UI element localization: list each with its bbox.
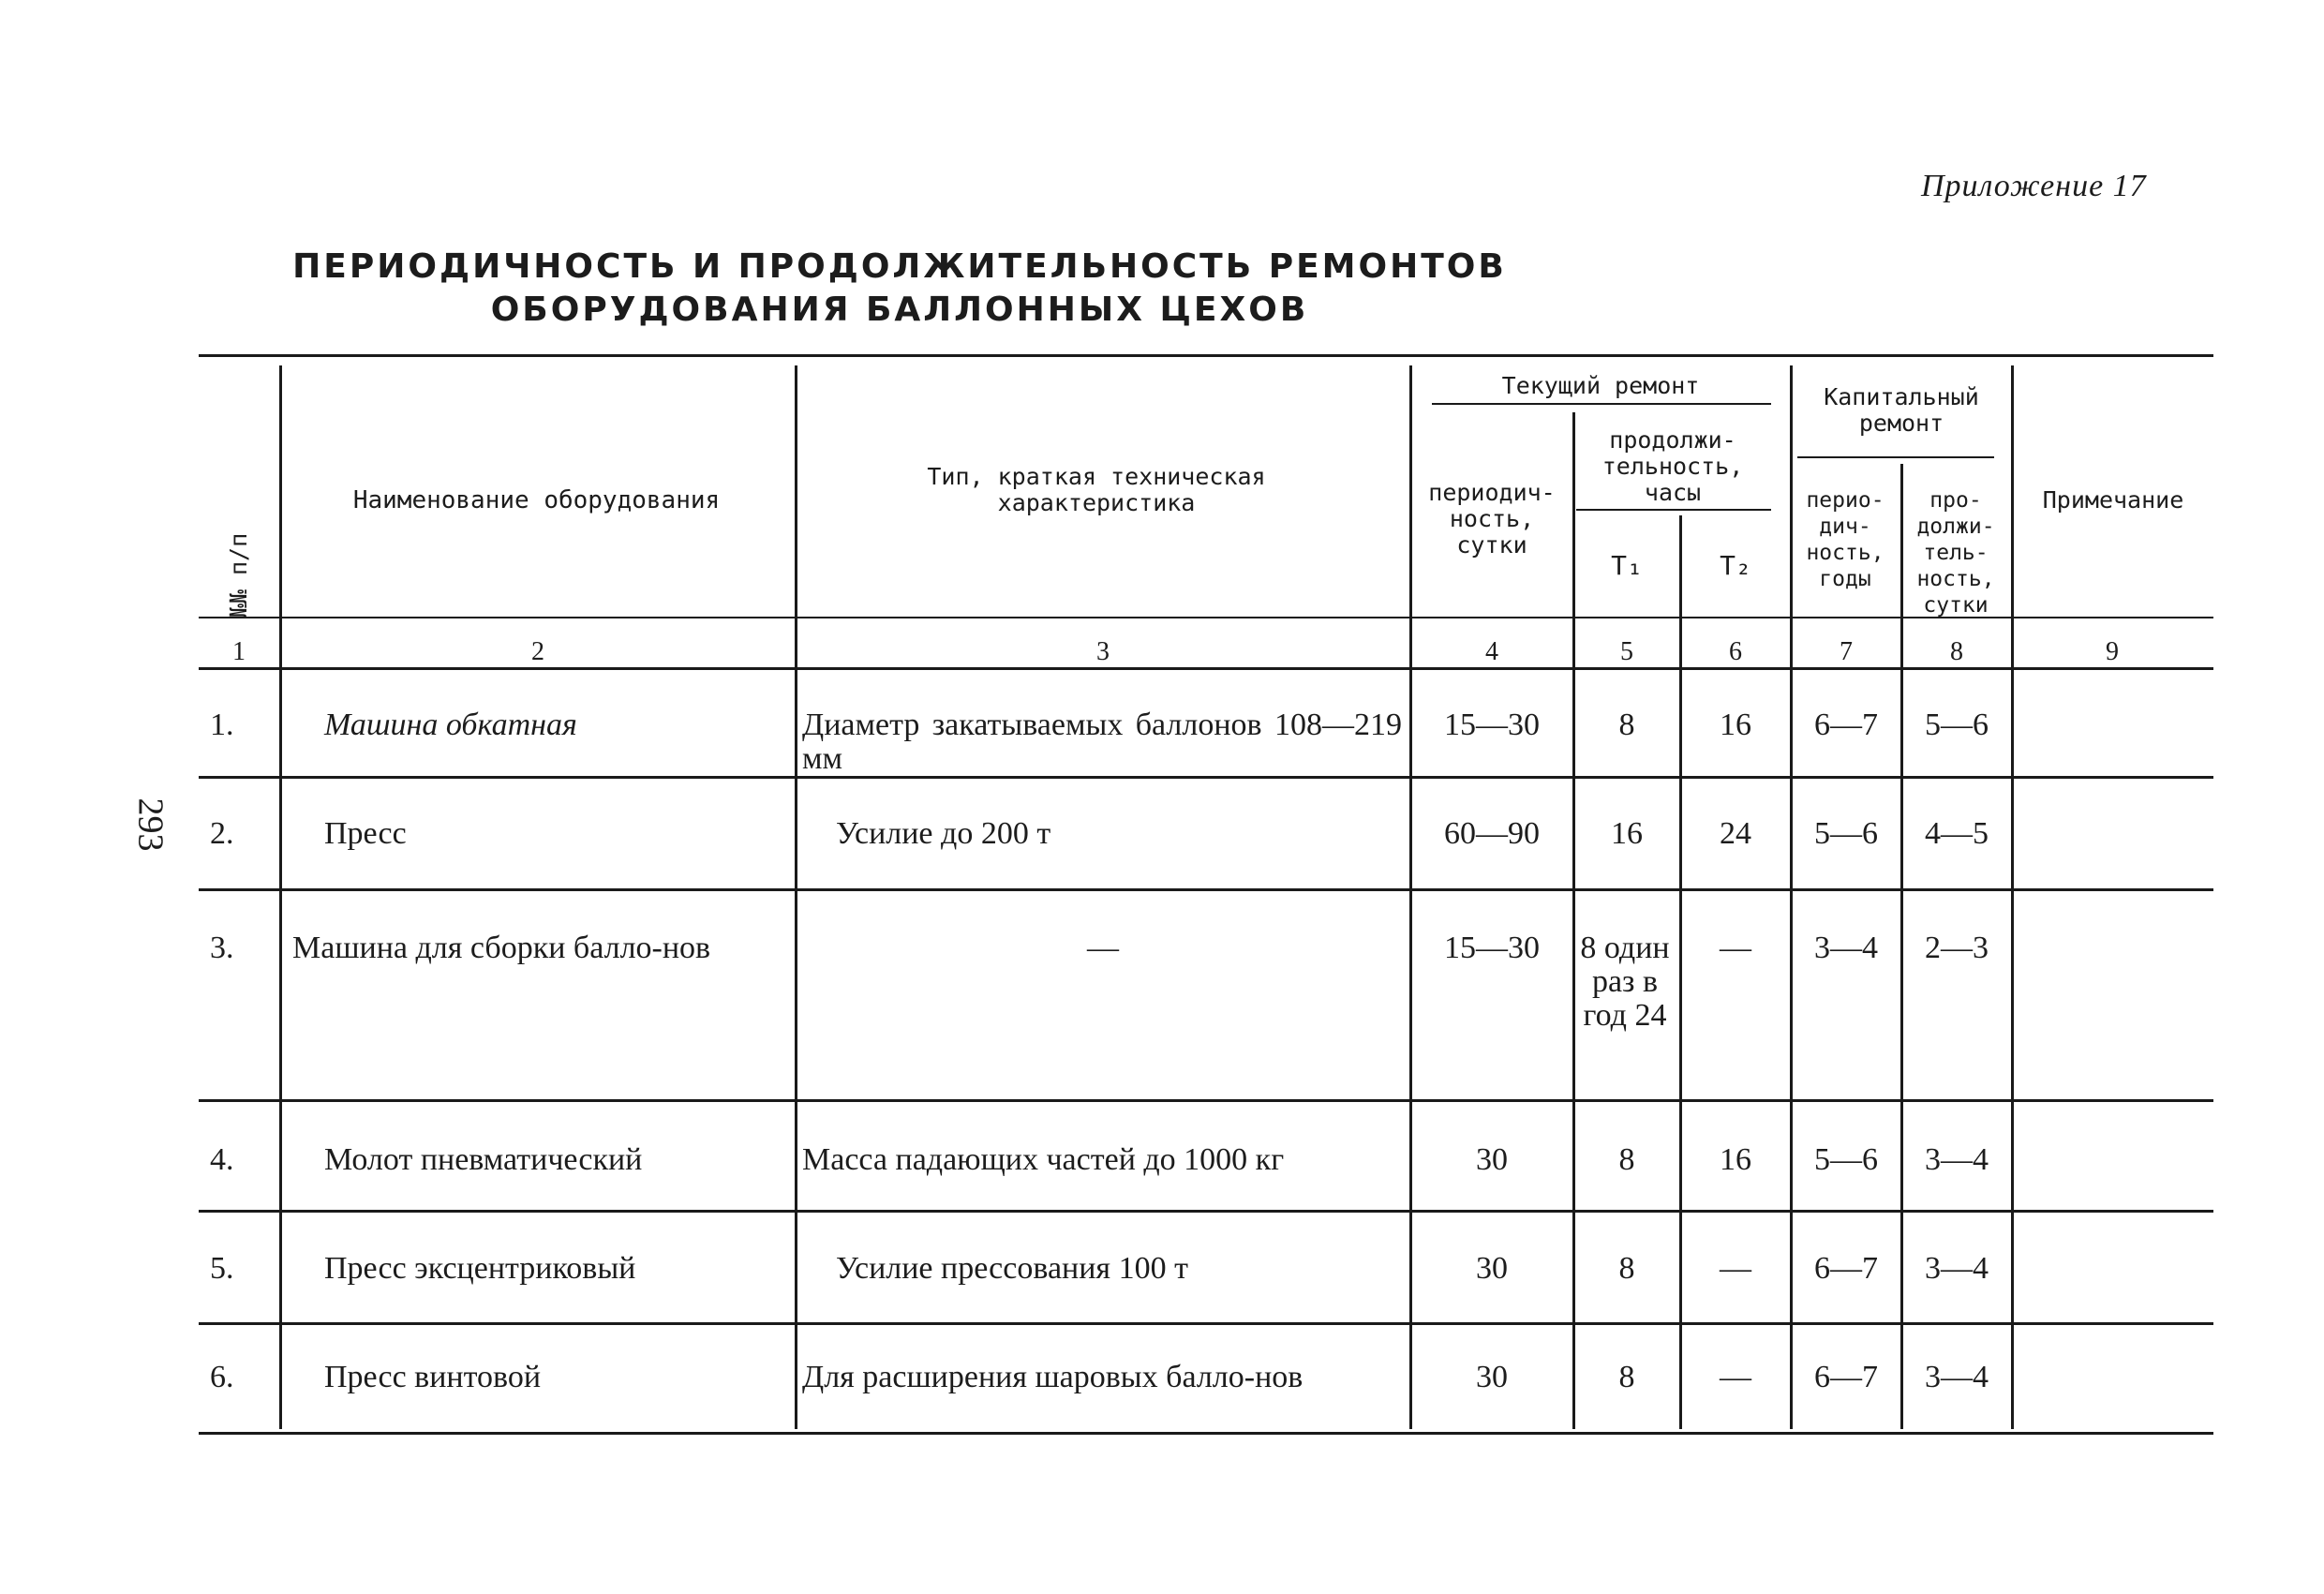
row-4-cap-periodicity: 5—6 xyxy=(1814,1142,1878,1177)
column-number: 9 xyxy=(2106,637,2119,666)
header-periodicity-years: перио-дич-ность, годы xyxy=(1806,488,1885,591)
row-5-cap-periodicity: 6—7 xyxy=(1814,1251,1878,1286)
header-current-repair: Текущий ремонт xyxy=(1501,372,1700,399)
row-rule-2 xyxy=(199,888,2213,891)
row-3-t2: — xyxy=(1720,931,1751,965)
row-2-number: 2. xyxy=(210,816,234,851)
row-1-type: Диаметр закатываемых баллонов 108—219 мм xyxy=(802,708,1402,776)
row-6-number: 6. xyxy=(210,1360,234,1394)
row-rule-5 xyxy=(199,1322,2213,1325)
header-capital-repair: Капитальный ремонт xyxy=(1824,383,1979,437)
row-5-t1: 8 xyxy=(1618,1251,1635,1286)
header-t1: Т₁ xyxy=(1611,550,1643,581)
row-5-periodicity: 30 xyxy=(1476,1251,1508,1286)
row-5-type: Усилие прессования 100 т xyxy=(836,1251,1188,1286)
row-2-type: Усилие до 200 т xyxy=(836,816,1051,851)
column-number: 6 xyxy=(1729,637,1742,666)
row-5-name: Пресс эксцентриковый xyxy=(324,1251,636,1286)
row-6-cap-periodicity: 6—7 xyxy=(1814,1360,1878,1394)
row-rule-3 xyxy=(199,1099,2213,1102)
row-1-t1: 8 xyxy=(1618,708,1635,742)
row-4-type: Масса падающих частей до 1000 кг xyxy=(802,1142,1285,1177)
column-numbers-rule xyxy=(199,667,2213,670)
column-number: 2 xyxy=(531,637,544,666)
header-t2: Т₂ xyxy=(1720,550,1751,581)
vrule-8 xyxy=(2011,365,2014,1429)
row-6-name: Пресс винтовой xyxy=(324,1360,542,1394)
column-number: 8 xyxy=(1950,637,1963,666)
row-5-number: 5. xyxy=(210,1251,234,1286)
column-number: 4 xyxy=(1485,637,1498,666)
row-1-cap-periodicity: 6—7 xyxy=(1814,708,1878,742)
row-1-cap-duration: 5—6 xyxy=(1925,708,1989,742)
row-5-cap-duration: 3—4 xyxy=(1925,1251,1989,1286)
row-4-number: 4. xyxy=(210,1142,234,1177)
capital-repair-rule xyxy=(1797,456,1994,458)
table-top-rule xyxy=(199,354,2213,357)
current-repair-rule xyxy=(1432,403,1771,405)
row-2-periodicity: 60—90 xyxy=(1444,816,1540,851)
row-4-cap-duration: 3—4 xyxy=(1925,1142,1989,1177)
header-note: Примечание xyxy=(2042,486,2184,514)
header-duration-hours: продолжи-тельность, часы xyxy=(1601,426,1744,506)
row-rule-4 xyxy=(199,1210,2213,1213)
table-bottom-rule xyxy=(199,1432,2213,1435)
vrule-1 xyxy=(279,365,282,1429)
row-2-cap-duration: 4—5 xyxy=(1925,816,1989,851)
row-5-t2: — xyxy=(1720,1251,1751,1286)
column-number: 5 xyxy=(1620,637,1633,666)
page-title-line-2: ОБОРУДОВАНИЯ БАЛЛОННЫХ ЦЕХОВ xyxy=(490,290,1309,329)
column-number: 7 xyxy=(1840,637,1853,666)
page-title-line-1: ПЕРИОДИЧНОСТЬ И ПРОДОЛЖИТЕЛЬНОСТЬ РЕМОНТОВ xyxy=(292,247,1507,286)
header-name: Наименование оборудования xyxy=(352,486,721,514)
page-number: 293 xyxy=(130,797,171,852)
row-2-t1: 16 xyxy=(1611,816,1643,851)
header-duration-days: про-должи-тель-ность, сутки xyxy=(1916,488,1995,618)
appendix-label: Приложение 17 xyxy=(1921,169,2147,203)
row-3-cap-duration: 2—3 xyxy=(1925,931,1989,965)
row-1-periodicity: 15—30 xyxy=(1444,708,1540,742)
row-4-periodicity: 30 xyxy=(1476,1142,1508,1177)
row-1-number: 1. xyxy=(210,708,234,742)
row-3-cap-periodicity: 3—4 xyxy=(1814,931,1878,965)
row-3-number: 3. xyxy=(210,931,234,965)
row-6-type: Для расширения шаровых балло-нов xyxy=(802,1360,1304,1394)
row-6-t1: 8 xyxy=(1618,1360,1635,1394)
column-number: 1 xyxy=(232,637,246,666)
row-1-name: Машина обкатная xyxy=(324,708,577,742)
row-rule-1 xyxy=(199,776,2213,779)
row-6-t2: — xyxy=(1720,1360,1751,1394)
row-2-cap-periodicity: 5—6 xyxy=(1814,816,1878,851)
row-3-name: Машина для сборки балло-нов xyxy=(292,931,711,965)
row-2-t2: 24 xyxy=(1720,816,1751,851)
column-number: 3 xyxy=(1096,637,1110,666)
row-2-name: Пресс xyxy=(324,816,407,851)
vrule-2 xyxy=(795,365,797,1429)
header-type: Тип, краткая техническая характеристика xyxy=(927,463,1266,516)
header-num: №№ п/п xyxy=(225,532,252,618)
row-6-cap-duration: 3—4 xyxy=(1925,1360,1989,1394)
header-periodicity-days: периодич-ность, сутки xyxy=(1428,479,1556,559)
row-4-t2: 16 xyxy=(1720,1142,1751,1177)
row-1-t2: 16 xyxy=(1720,708,1751,742)
row-6-periodicity: 30 xyxy=(1476,1360,1508,1394)
row-3-type: — xyxy=(1087,931,1119,965)
row-4-name: Молот пневматический xyxy=(324,1142,643,1177)
row-3-periodicity: 15—30 xyxy=(1444,931,1540,965)
row-4-t1: 8 xyxy=(1618,1142,1635,1177)
duration-hours-rule xyxy=(1576,509,1771,511)
row-3-t1: 8 один раз в год 24 xyxy=(1580,931,1670,1033)
